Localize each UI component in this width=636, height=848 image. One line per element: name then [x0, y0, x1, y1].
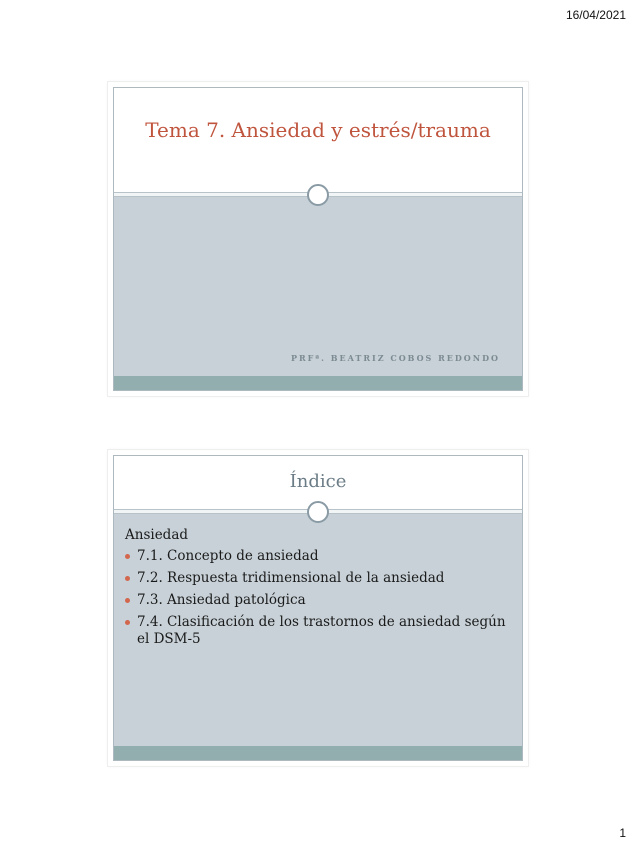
- slide-2-title: Índice: [289, 471, 347, 492]
- slide-2: [113, 455, 523, 761]
- page-number: 1: [619, 826, 626, 840]
- slide-2-index-list: [125, 546, 512, 651]
- slide-1-circle-ornament-icon: [307, 184, 329, 206]
- slide-1: [113, 87, 523, 391]
- list-item-text: 7.4. Clasificación de los trastornos de ansiedad según el DSM-5: [137, 614, 506, 647]
- bullet-icon: [125, 576, 130, 581]
- list-item-text: 7.2. Respuesta tridimensional de la ansiedad: [137, 570, 445, 586]
- bullet-icon: [125, 620, 130, 625]
- slide-1-title: Tema 7. Ansiedad y estrés/trauma: [145, 118, 491, 142]
- list-item: [125, 590, 512, 612]
- slide-1-title-area: [114, 88, 522, 194]
- slide-2-bottom-bar: [114, 746, 522, 760]
- list-item-text: 7.1. Concepto de ansiedad: [137, 548, 319, 564]
- slide-2-heading: Ansiedad: [125, 527, 189, 543]
- slide-2-body: [125, 524, 512, 651]
- slide-2-circle-ornament-icon: [307, 501, 329, 523]
- slide-1-author: PRFª. BEATRIZ COBOS REDONDO: [290, 353, 500, 363]
- page-date: 16/04/2021: [565, 8, 626, 22]
- list-item: [125, 546, 512, 568]
- bullet-icon: [125, 598, 130, 603]
- slide-1-thumbnail: [108, 82, 528, 396]
- list-item: [125, 568, 512, 590]
- bullet-icon: [125, 554, 130, 559]
- list-item: [125, 612, 512, 651]
- list-item-text: 7.3. Ansiedad patológica: [137, 592, 306, 608]
- slide-1-bottom-bar: [114, 376, 522, 390]
- slide-2-thumbnail: [108, 450, 528, 766]
